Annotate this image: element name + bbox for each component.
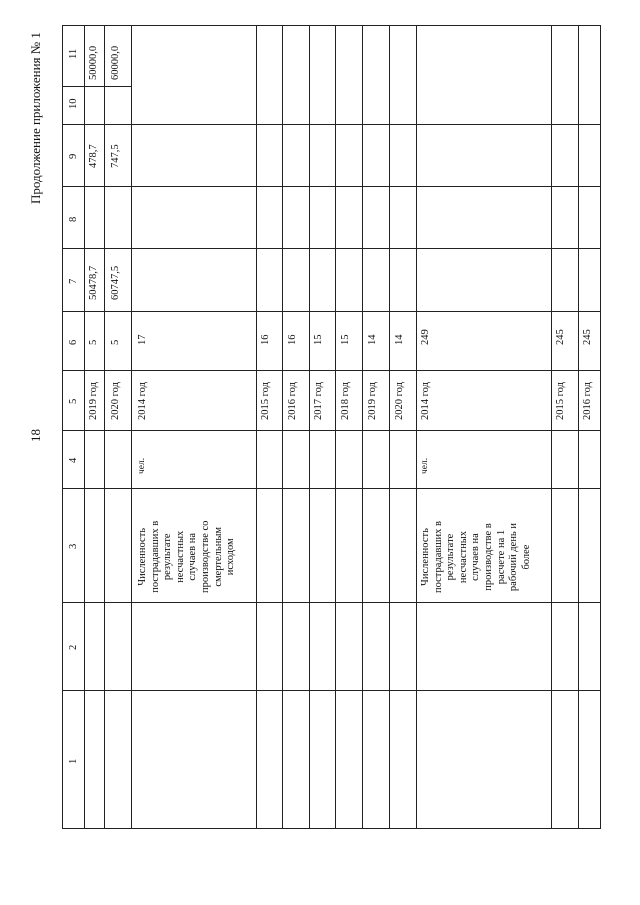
cell-unit: чел. [137,457,147,474]
table-row-border [578,25,579,828]
table-column-border [62,690,601,691]
cell-year: 2019 год [367,382,378,420]
appendix-note: Продолжение приложения № 1 [28,32,43,204]
table-column-border [62,311,601,312]
table-row-border [335,25,336,828]
table-row-border [282,25,283,828]
column-number: 4 [68,457,79,463]
cell-value: 14 [394,334,405,345]
column-number: 5 [68,398,79,404]
cell-year: 2020 год [394,382,405,420]
column-number: 7 [68,278,79,284]
cell-value: 5 [88,339,99,345]
cell-value: 245 [555,329,566,345]
column-number: 9 [68,153,79,159]
cell-year: 2016 год [582,382,593,420]
cell-year: 2017 год [313,382,324,420]
cell-amount: 747,5 [110,144,121,168]
cell-value: 14 [367,334,378,345]
cell-year: 2015 год [260,382,271,420]
table-row-border [104,25,105,828]
table-column-border [62,248,601,249]
column-number: 8 [68,216,79,222]
table-row-border [84,25,85,828]
cell-value: 15 [313,334,324,345]
column-number: 10 [68,98,79,109]
cell-year: 2020 год [110,382,121,420]
table-column-border [62,430,601,431]
cell-year: 2014 год [137,382,148,420]
cell-year: 2019 год [88,382,99,420]
table-column-border [62,488,601,489]
table-column-border [62,86,132,87]
cell-indicator-name: Численность пострадавших в результате несчастных случаев на производстве со смертельным исходом [137,520,237,593]
table-row-border [600,25,601,828]
table-row-border [416,25,417,828]
cell-year: 2014 год [420,382,431,420]
cell-unit: чел. [420,457,430,474]
cell-amount: 50000,0 [88,45,99,80]
cell-indicator-name: Численность пострадавших в результате несчастных случаев на производстве в расчете на 1 рабочий день и более [420,521,532,593]
cell-year: 2016 год [287,382,298,420]
table-column-border [62,602,601,603]
cell-value: 15 [340,334,351,345]
column-number: 3 [68,543,79,549]
cell-value: 5 [110,339,121,345]
cell-value: 16 [287,334,298,345]
page-number: 18 [28,429,43,442]
cell-amount-total: 60747,5 [110,265,121,300]
table-column-border [62,370,601,371]
table-column-border [62,25,601,26]
table-row-border [131,25,132,828]
cell-value: 16 [260,334,271,345]
cell-value: 249 [420,329,431,345]
table-row-border [362,25,363,828]
table-row-border [256,25,257,828]
table-column-border [62,124,601,125]
table-row-border [551,25,552,828]
table-row-border [62,25,63,828]
column-number: 1 [68,758,79,764]
table-row-border [309,25,310,828]
cell-value: 17 [137,334,148,345]
cell-year: 2015 год [555,382,566,420]
cell-amount-total: 50478,7 [88,265,99,300]
table-row-border [389,25,390,828]
cell-amount: 60000,0 [110,45,121,80]
cell-year: 2018 год [340,382,351,420]
table-column-border [62,186,601,187]
table-column-border [62,828,601,829]
cell-amount: 478,7 [88,144,99,168]
column-number: 2 [68,644,79,650]
column-number: 11 [68,48,79,59]
column-number: 6 [68,339,79,345]
cell-value: 245 [582,329,593,345]
